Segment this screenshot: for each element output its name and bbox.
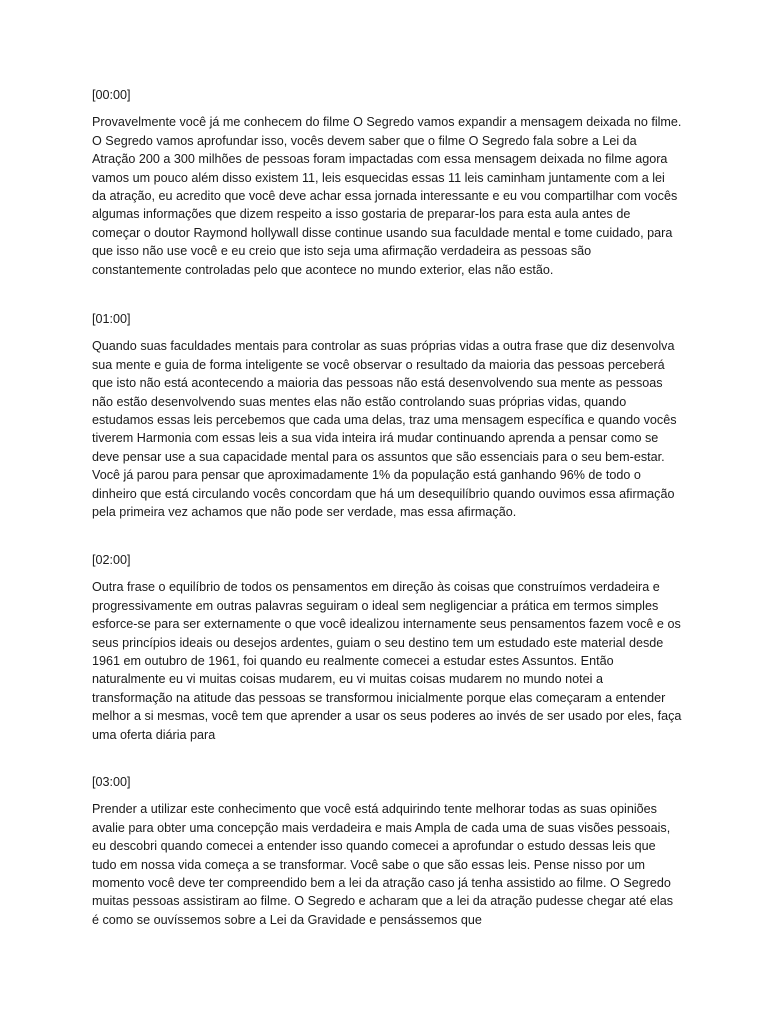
transcript-paragraph: Outra frase o equilíbrio de todos os pensamentos em direção às coisas que construímos verdadeira e progressivamente em outras palavras seguiram o ideal sem negligenciar a prática em termos simples esforce-se para ser externamente o que você idealizou internamente seus pensamentos fazem você e os seus princípios ideais ou desejos ardentes, guiam o seu destino tem um estudado este material desde 1961 em outubro de 1961, foi quando eu realmente comecei a estudar estes Assuntos. Então naturalmente eu vi muitas coisas mudarem, eu vi muitas coisas mudarem no mundo notei a transformação na atitude das pessoas se transformou inicialmente porque elas começaram a entender melhor a si mesmas, você tem que aprender a usar os seus poderes ao invés de ser usado por eles, faça uma oferta diária para <box>92 580 682 742</box>
timestamp: [00:00] <box>92 88 131 102</box>
transcript-paragraph: Prender a utilizar este conhecimento que você está adquirindo tente melhorar todas as suas opiniões avalie para obter uma concepção mais verdadeira e mais Ampla de cada uma de suas visões pessoais, eu descobri quando comecei a entender isso quando comecei a aprofundar o estudo dessas leis que tudo em nossa vida começa a se transformar. Você sabe o que são essas leis. Pense nisso por um momento você deve ter compreendido bem a lei da atração caso já tenha assistido ao filme. O Segredo muitas pessoas assistiram ao filme. O Segredo e acharam que a lei da atração pudesse chegar até elas é como se ouvíssemos sobre a Lei da Gravidade e pensássemos que <box>92 802 674 927</box>
transcript-section-00-00 <box>92 86 682 279</box>
timestamp: [01:00] <box>92 312 131 326</box>
transcript-section-02-00 <box>92 551 682 744</box>
transcript-section-03-00 <box>92 773 682 929</box>
timestamp: [02:00] <box>92 553 131 567</box>
timestamp: [03:00] <box>92 775 131 789</box>
transcript-section-01-00 <box>92 310 682 521</box>
transcript-paragraph: Provavelmente você já me conhecem do filme O Segredo vamos expandir a mensagem deixada no filme. O Segredo vamos aprofundar isso, vocês devem saber que o filme O Segredo fala sobre a Lei da Atração 200 a 300 milhões de pessoas foram impactadas com essa mensagem deixada no filme agora vamos um pouco além disso existem 11, leis esquecidas essas 11 leis caminham juntamente com a lei da atração, eu acredito que você deve achar essa jornada interessante e eu vou compartilhar com vocês algumas informações que dizem respeito a isso gostaria de preparar-los para esta aula antes de começar o doutor Raymond hollywall disse continue usando sua faculdade mental e tome cuidado, para que isso não use você e eu creio que isto seja uma afirmação verdadeira as pessoas são constantemente controladas pelo que acontece no mundo exterior, elas não estão. <box>92 115 682 277</box>
transcript-paragraph: Quando suas faculdades mentais para controlar as suas próprias vidas a outra frase que diz desenvolva sua mente e guia de forma inteligente se você observar o resultado da maioria das pessoas perceberá que isto não está acontecendo a maioria das pessoas não está desenvolvendo sua mente as pessoas não estão desenvolvendo suas mentes elas não estão controlando suas próprias vidas, quando estudamos essas leis percebemos que cada uma delas, traz uma mensagem específica e quando vocês tiverem Harmonia com essas leis a sua vida inteira irá mudar continuando aprenda a pensar como se deve pensar use a sua capacidade mental para os assuntos que são essenciais para o seu bem-estar. Você já parou para pensar que aproximadamente 1% da população está ganhando 96% de todo o dinheiro que está circulando vocês concordam que há um desequilíbrio quando ouvimos essa afirmação pela primeira vez achamos que não pode ser verdade, mas essa afirmação. <box>92 339 677 520</box>
